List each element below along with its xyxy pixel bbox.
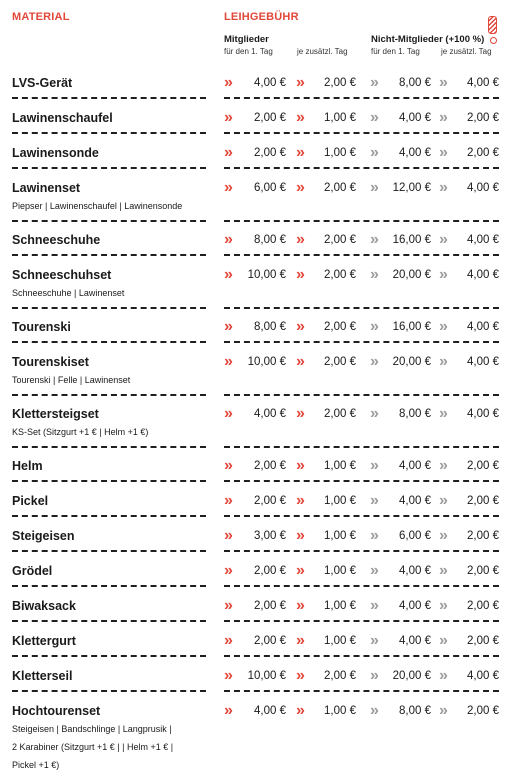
item-contents: 2 Karabiner (Sitzgurt +1 € | | Helm +1 € | <box>12 742 174 752</box>
chevron-double-right-icon: » <box>439 266 448 283</box>
price-n1: 4,00 € <box>399 565 431 577</box>
chevron-double-right-icon: » <box>224 527 233 544</box>
chevron-double-right-icon: » <box>439 74 448 91</box>
chevron-double-right-icon: » <box>439 231 448 248</box>
price-m1: 4,00 € <box>254 77 286 89</box>
chevron-double-right-icon: » <box>296 457 305 474</box>
price-n1: 20,00 € <box>392 269 431 281</box>
chevron-double-right-icon: » <box>296 492 305 509</box>
chevron-double-right-icon: » <box>296 74 305 91</box>
price-n1: 4,00 € <box>399 495 431 507</box>
chevron-double-right-icon: » <box>370 667 379 684</box>
item-name: Helm <box>12 459 43 473</box>
price-m2: 1,00 € <box>324 147 356 159</box>
row-divider <box>12 550 206 552</box>
chevron-double-right-icon: » <box>370 405 379 422</box>
row-divider <box>12 341 206 343</box>
chevron-double-right-icon: » <box>439 667 448 684</box>
price-m1: 10,00 € <box>247 269 286 281</box>
chevron-double-right-icon: » <box>439 562 448 579</box>
row-divider <box>224 655 499 657</box>
chevron-double-right-icon: » <box>370 492 379 509</box>
price-m1: 4,00 € <box>254 705 286 717</box>
row-divider <box>12 515 206 517</box>
chevron-double-right-icon: » <box>370 109 379 126</box>
row-divider <box>224 167 499 169</box>
price-m1: 4,00 € <box>254 408 286 420</box>
chevron-double-right-icon: » <box>296 527 305 544</box>
item-name: Biwaksack <box>12 599 76 613</box>
row-divider <box>12 307 206 309</box>
price-m1: 8,00 € <box>254 321 286 333</box>
row-divider <box>224 220 499 222</box>
item-name: Kletterseil <box>12 669 73 683</box>
chevron-double-right-icon: » <box>224 144 233 161</box>
chevron-double-right-icon: » <box>224 562 233 579</box>
item-name: Steigeisen <box>12 529 75 543</box>
price-m2: 1,00 € <box>324 635 356 647</box>
row-divider <box>224 97 499 99</box>
item-contents: Steigeisen | Bandschlinge | Langprusik | <box>12 724 172 734</box>
price-n2: 4,00 € <box>467 269 499 281</box>
chevron-double-right-icon: » <box>370 179 379 196</box>
chevron-double-right-icon: » <box>224 702 233 719</box>
row-divider <box>12 132 206 134</box>
item-name: Schneeschuhset <box>12 268 112 282</box>
price-n2: 2,00 € <box>467 635 499 647</box>
price-n1: 4,00 € <box>399 635 431 647</box>
chevron-double-right-icon: » <box>439 457 448 474</box>
price-m1: 10,00 € <box>247 670 286 682</box>
price-n2: 2,00 € <box>467 147 499 159</box>
chevron-double-right-icon: » <box>224 266 233 283</box>
members-group-title: Mitglieder <box>224 34 269 45</box>
members-extra-day-label: je zusätzl. Tag <box>297 47 348 56</box>
chevron-double-right-icon: » <box>224 179 233 196</box>
price-n2: 4,00 € <box>467 77 499 89</box>
price-n2: 2,00 € <box>467 112 499 124</box>
price-m1: 2,00 € <box>254 565 286 577</box>
chevron-double-right-icon: » <box>439 353 448 370</box>
row-divider <box>12 254 206 256</box>
price-n1: 20,00 € <box>392 670 431 682</box>
price-m1: 2,00 € <box>254 147 286 159</box>
price-n1: 6,00 € <box>399 530 431 542</box>
row-divider <box>224 132 499 134</box>
price-n2: 2,00 € <box>467 460 499 472</box>
price-n1: 4,00 € <box>399 112 431 124</box>
item-contents: Tourenski | Felle | Lawinenset <box>12 375 131 385</box>
price-m2: 1,00 € <box>324 460 356 472</box>
item-name: Schneeschuhe <box>12 233 101 247</box>
price-m2: 2,00 € <box>324 408 356 420</box>
chevron-double-right-icon: » <box>370 527 379 544</box>
price-n1: 8,00 € <box>399 408 431 420</box>
chevron-double-right-icon: » <box>224 597 233 614</box>
price-n2: 2,00 € <box>467 530 499 542</box>
price-m2: 1,00 € <box>324 530 356 542</box>
chevron-double-right-icon: » <box>224 109 233 126</box>
chevron-double-right-icon: » <box>439 702 448 719</box>
chevron-double-right-icon: » <box>224 231 233 248</box>
chevron-double-right-icon: » <box>296 405 305 422</box>
row-divider <box>12 620 206 622</box>
price-n1: 16,00 € <box>392 321 431 333</box>
chevron-double-right-icon: » <box>370 74 379 91</box>
price-n2: 4,00 € <box>467 670 499 682</box>
price-n1: 8,00 € <box>399 77 431 89</box>
price-n2: 2,00 € <box>467 495 499 507</box>
chevron-double-right-icon: » <box>439 109 448 126</box>
row-divider <box>12 585 206 587</box>
chevron-double-right-icon: » <box>439 632 448 649</box>
chevron-double-right-icon: » <box>439 144 448 161</box>
price-n2: 4,00 € <box>467 356 499 368</box>
price-n1: 4,00 € <box>399 600 431 612</box>
chevron-double-right-icon: » <box>296 266 305 283</box>
row-divider <box>224 480 499 482</box>
row-divider <box>12 394 206 396</box>
item-name: Tourenski <box>12 320 71 334</box>
price-n2: 4,00 € <box>467 234 499 246</box>
item-name: Lawinensonde <box>12 146 99 160</box>
chevron-double-right-icon: » <box>296 353 305 370</box>
chevron-double-right-icon: » <box>296 667 305 684</box>
chevron-double-right-icon: » <box>296 231 305 248</box>
nonmembers-first-day-label: für den 1. Tag <box>371 47 420 56</box>
chevron-double-right-icon: » <box>224 667 233 684</box>
price-n1: 20,00 € <box>392 356 431 368</box>
price-n2: 2,00 € <box>467 705 499 717</box>
chevron-double-right-icon: » <box>224 318 233 335</box>
price-m1: 8,00 € <box>254 234 286 246</box>
row-divider <box>224 254 499 256</box>
price-n2: 2,00 € <box>467 565 499 577</box>
row-divider <box>224 690 499 692</box>
item-name: Lawinenset <box>12 181 81 195</box>
chevron-double-right-icon: » <box>296 144 305 161</box>
chevron-double-right-icon: » <box>224 457 233 474</box>
item-contents: KS-Set (Sitzgurt +1 € | Helm +1 €) <box>12 427 149 437</box>
chevron-double-right-icon: » <box>370 457 379 474</box>
price-m2: 2,00 € <box>324 269 356 281</box>
item-name: Pickel <box>12 494 49 508</box>
price-n2: 4,00 € <box>467 321 499 333</box>
row-divider <box>224 620 499 622</box>
chevron-double-right-icon: » <box>370 632 379 649</box>
chevron-double-right-icon: » <box>370 318 379 335</box>
price-n1: 4,00 € <box>399 460 431 472</box>
row-divider <box>224 307 499 309</box>
price-n1: 8,00 € <box>399 705 431 717</box>
chevron-double-right-icon: » <box>296 632 305 649</box>
row-divider <box>12 446 206 448</box>
price-m1: 10,00 € <box>247 356 286 368</box>
price-m2: 2,00 € <box>324 182 356 194</box>
price-m1: 2,00 € <box>254 635 286 647</box>
price-n1: 12,00 € <box>392 182 431 194</box>
nonmembers-group-title: Nicht-Mitglieder (+100 %) <box>371 34 485 45</box>
price-n2: 4,00 € <box>467 182 499 194</box>
chevron-double-right-icon: » <box>439 597 448 614</box>
chevron-double-right-icon: » <box>439 318 448 335</box>
price-m2: 1,00 € <box>324 705 356 717</box>
row-divider <box>12 690 206 692</box>
price-n2: 2,00 € <box>467 600 499 612</box>
price-m2: 2,00 € <box>324 234 356 246</box>
price-m1: 2,00 € <box>254 460 286 472</box>
price-m2: 2,00 € <box>324 356 356 368</box>
row-divider <box>224 446 499 448</box>
price-m2: 1,00 € <box>324 600 356 612</box>
price-m2: 2,00 € <box>324 77 356 89</box>
chevron-double-right-icon: » <box>439 492 448 509</box>
item-contents: Schneeschuhe | Lawinenset <box>12 288 125 298</box>
item-name: Hochtourenset <box>12 704 101 718</box>
chevron-double-right-icon: » <box>370 597 379 614</box>
row-divider <box>224 341 499 343</box>
chevron-double-right-icon: » <box>224 492 233 509</box>
chevron-double-right-icon: » <box>224 353 233 370</box>
row-divider <box>12 480 206 482</box>
item-name: Tourenskiset <box>12 355 89 369</box>
price-m2: 2,00 € <box>324 670 356 682</box>
chevron-double-right-icon: » <box>370 353 379 370</box>
row-divider <box>224 515 499 517</box>
price-m2: 1,00 € <box>324 565 356 577</box>
chevron-double-right-icon: » <box>439 527 448 544</box>
chevron-double-right-icon: » <box>296 702 305 719</box>
chevron-double-right-icon: » <box>370 266 379 283</box>
price-n2: 4,00 € <box>467 408 499 420</box>
members-first-day-label: für den 1. Tag <box>224 47 273 56</box>
price-m1: 2,00 € <box>254 495 286 507</box>
item-contents: Piepser | Lawinenschaufel | Lawinensonde <box>12 201 183 211</box>
price-m1: 6,00 € <box>254 182 286 194</box>
price-n1: 4,00 € <box>399 147 431 159</box>
price-m1: 2,00 € <box>254 112 286 124</box>
row-divider <box>224 550 499 552</box>
chevron-double-right-icon: » <box>224 405 233 422</box>
chevron-double-right-icon: » <box>370 231 379 248</box>
row-divider <box>224 585 499 587</box>
price-n1: 16,00 € <box>392 234 431 246</box>
chevron-double-right-icon: » <box>224 74 233 91</box>
row-divider <box>12 97 206 99</box>
row-divider <box>12 220 206 222</box>
chevron-double-right-icon: » <box>296 597 305 614</box>
chevron-double-right-icon: » <box>296 318 305 335</box>
row-divider <box>224 394 499 396</box>
chevron-double-right-icon: » <box>224 632 233 649</box>
price-m2: 2,00 € <box>324 321 356 333</box>
item-name: Klettersteigset <box>12 407 99 421</box>
chevron-double-right-icon: » <box>439 405 448 422</box>
price-m2: 1,00 € <box>324 112 356 124</box>
row-divider <box>12 655 206 657</box>
item-name: Klettergurt <box>12 634 76 648</box>
chevron-double-right-icon: » <box>370 144 379 161</box>
price-m2: 1,00 € <box>324 495 356 507</box>
chevron-double-right-icon: » <box>296 109 305 126</box>
chevron-double-right-icon: » <box>370 702 379 719</box>
item-name: Grödel <box>12 564 53 578</box>
fee-header: LEIHGEBÜHR <box>224 11 299 23</box>
item-name: LVS-Gerät <box>12 76 73 90</box>
chevron-double-right-icon: » <box>296 562 305 579</box>
item-contents: Pickel +1 €) <box>12 760 60 770</box>
chevron-double-right-icon: » <box>296 179 305 196</box>
item-name: Lawinenschaufel <box>12 111 113 125</box>
chevron-double-right-icon: » <box>439 179 448 196</box>
price-m1: 3,00 € <box>254 530 286 542</box>
chevron-double-right-icon: » <box>370 562 379 579</box>
nonmembers-extra-day-label: je zusätzl. Tag <box>441 47 492 56</box>
material-header: MATERIAL <box>12 11 70 23</box>
row-divider <box>12 167 206 169</box>
price-m1: 2,00 € <box>254 600 286 612</box>
